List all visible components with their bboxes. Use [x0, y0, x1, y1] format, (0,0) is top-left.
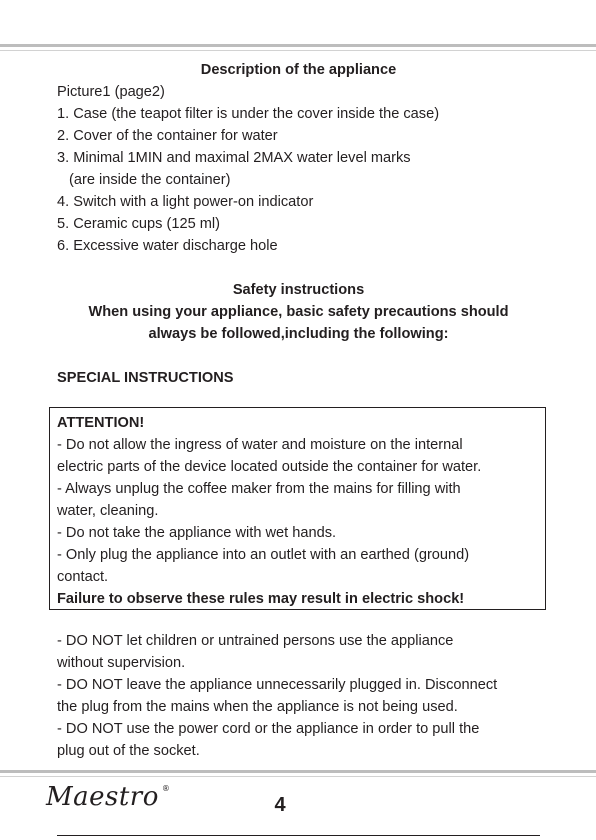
- instruction-line: - DO NOT leave the appliance unnecessarily plugged in. Disconnect: [57, 677, 498, 693]
- header-rule-thick: [0, 44, 596, 47]
- logo-text: Maestro: [46, 782, 159, 812]
- attention-line: - Do not allow the ingress of water and moisture on the internal: [57, 437, 463, 453]
- footer-rule-thick: [0, 770, 596, 773]
- description-heading: Description of the appliance: [200, 62, 397, 78]
- safety-heading: Safety instructions: [232, 282, 365, 298]
- attention-line: water, cleaning.: [57, 503, 159, 519]
- attention-line: - Only plug the appliance into an outlet with an earthed (ground): [57, 547, 470, 563]
- attention-line: electric parts of the device located outside the container for water.: [57, 459, 482, 475]
- footer-rule-thin: [0, 776, 596, 777]
- description-line: 5. Ceramic cups (125 ml): [57, 216, 221, 232]
- attention-line: contact.: [57, 569, 109, 585]
- lower-instructions: [57, 630, 547, 762]
- instruction-line: - DO NOT use the power cord or the appliance in order to pull the: [57, 721, 480, 737]
- description-line: (are inside the container): [69, 172, 231, 188]
- page-number: 4: [274, 794, 286, 816]
- description-line: Picture1 (page2): [57, 84, 165, 100]
- header-rule-thin: [0, 50, 596, 51]
- safety-intro-line1: When using your appliance, basic safety precautions should: [88, 304, 509, 320]
- instruction-line: - DO NOT let children or untrained persons use the appliance: [57, 633, 454, 649]
- description-line: 1. Case (the teapot filter is under the cover inside the case): [57, 106, 440, 122]
- description-line: 3. Minimal 1MIN and maximal 2MAX water level marks: [57, 150, 411, 166]
- instruction-line: plug out of the socket.: [57, 743, 200, 759]
- maestro-logo: [46, 782, 171, 812]
- description-line: 6. Excessive water discharge hole: [57, 238, 278, 254]
- description-line: 4. Switch with a light power-on indicator: [57, 194, 314, 210]
- safety-intro-line2: always be followed,including the following:: [148, 326, 449, 342]
- instruction-line: without supervision.: [57, 655, 186, 671]
- instruction-line: the plug from the mains when the appliance is not being used.: [57, 699, 458, 715]
- attention-line: - Always unplug the coffee maker from the mains for filling with: [57, 481, 461, 497]
- attention-box: [49, 407, 546, 610]
- special-instructions-heading: SPECIAL INSTRUCTIONS: [57, 370, 234, 386]
- registered-mark: ®: [161, 784, 171, 793]
- description-line: 2. Cover of the container for water: [57, 128, 278, 144]
- attention-line: - Do not take the appliance with wet hands.: [57, 525, 337, 541]
- description-section: [57, 59, 540, 389]
- footer-bottom-rule: [57, 835, 540, 836]
- attention-title: ATTENTION!: [57, 415, 145, 431]
- attention-warning: Failure to observe these rules may result in electric shock!: [57, 591, 465, 607]
